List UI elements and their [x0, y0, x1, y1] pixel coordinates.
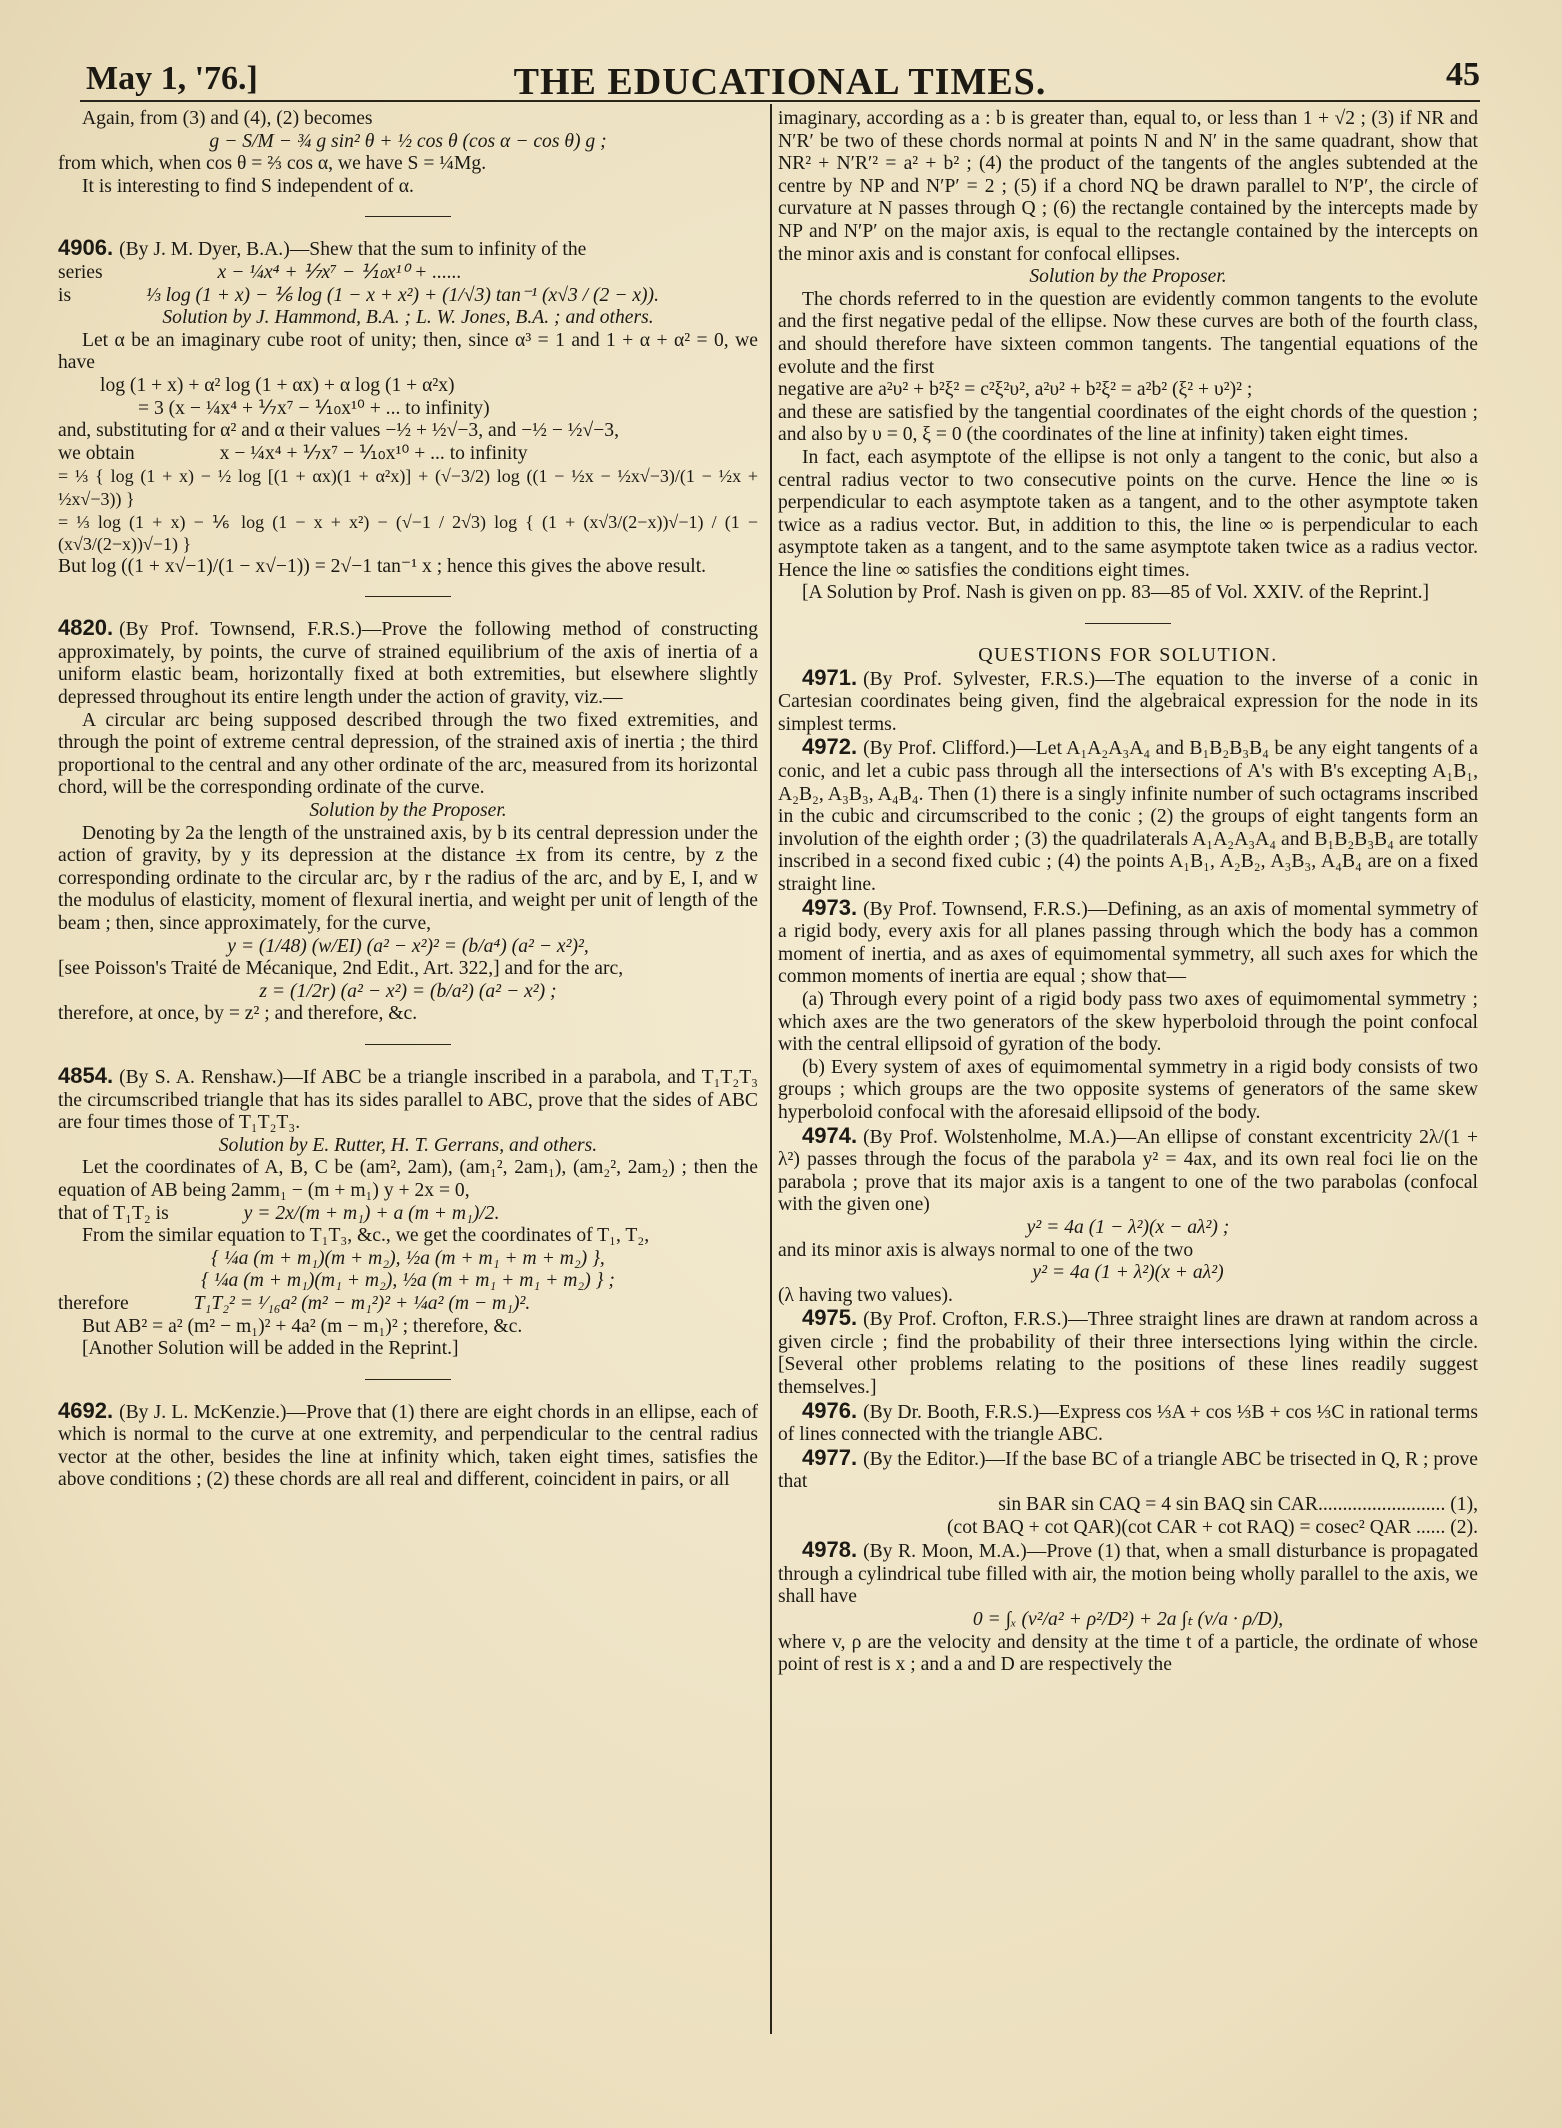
solution-text: [see Poisson's Traité de Mécanique, 2nd Edit., Art. 322,] and for the arc, [58, 958, 624, 980]
question-number: 4978. [802, 1537, 858, 1563]
issue-date: May 1, '76.] [86, 60, 258, 97]
question-text: (By Dr. Booth, F.R.S.)—Express cos ⅓A + cos ⅓B + cos ⅓C in rational terms of lines connected with the triangle ABC. [778, 1401, 1478, 1446]
equation: z = (1/2r) (a² − x²) = (b/a²) (a² − x²) ; [259, 980, 557, 1002]
question-4692-continued: imaginary, according as a : b is greater than, equal to, or less than 1 + √2 ; (3) if NR and N′R′ be two of these chords normal at points N and N′ in the same quadrant, show that NR² + N′R′² = a² + b² ; (4) the product of the tangents of the angles subtended at the centre by NP and N′P′ = 2 ; (5) if a chord NQ be drawn parallel to N′P′, the circle of curvature at N passes through Q ; (6) the rectangle contained by the intercepts made by NP and N′P′ on the major axis, is equal to the rectangle contained by the intercepts on the minor axis and is constant for confocal ellipses. [778, 108, 1478, 265]
question-text: (By Prof. Townsend, F.R.S.)—Defining, as an axis of momental symmetry of a rigid body, every axis for all planes passing through which the body has a common moment of inertia, and as axes of equimomental symmetry, all such axes for which the common moments of inertia are equal ; show that— [778, 898, 1478, 988]
header-rule [80, 100, 1480, 102]
question-text: (By Prof. Sylvester, F.R.S.)—The equation to the inverse of a conic in Cartesian coordinates being given, find the algebraical expression for the node in its simplest terms. [778, 668, 1478, 735]
separator-rule [365, 1379, 451, 1380]
question-4854 [58, 1062, 758, 1361]
reprint-note: [Another Solution will be added in the Reprint.] [82, 1338, 459, 1360]
question-number: 4854. [58, 1062, 114, 1088]
equation: sin BAR sin CAQ = 4 sin BAQ sin CAR.......................... (1), [998, 1494, 1478, 1516]
solution-text: therefore, at once, by = z² ; and therefore, &c. [58, 1003, 418, 1025]
question-text: (By Prof. Crofton, F.R.S.)—Three straight lines are drawn at random across a given circle ; find the probability of their three intersections lying within the circle. [Several other problems relating to the positions of these lines readily suggest themselves.] [778, 1309, 1478, 1399]
question-number: 4692. [58, 1397, 114, 1423]
question-text: (λ having two values). [778, 1284, 953, 1306]
separator-rule [365, 216, 451, 217]
equation: y = (1/48) (w/EI) (a² − x²)² = (b/a⁴) (a² − x²)², [227, 935, 589, 957]
question-number: 4906. [58, 235, 114, 261]
equation: 0 = ∫ₓ (v²/a² + ρ²/D²) + 2a ∫ₜ (v/a · ρ/D), [972, 1609, 1284, 1630]
separator-rule [365, 596, 451, 597]
equation: negative are a²υ² + b²ξ² = c²ξ²υ², a²υ² + b²ξ² = a²b² (ξ² + υ²)² ; [778, 379, 1253, 401]
page-number: 45 [1446, 56, 1480, 93]
equation: = 3 (x − ¼x⁴ + ⅐x⁷ − ⅒x¹⁰ + ... to infinity) [138, 397, 490, 419]
separator-rule [1085, 623, 1171, 624]
question-part-b: (b) Every system of axes of equimomental symmetry in a rigid body consists of two groups ; which groups are the two opposite systems of generators of the same skew hyperboloid confocal with the aforesaid ellipsoid of the body. [778, 1056, 1478, 1123]
intro-equation: g − S/M − ¾ g sin² θ + ½ cos θ (cos α − cos θ) g ; [209, 130, 607, 152]
we-obtain-label: we obtain [58, 442, 135, 464]
right-column [778, 108, 1478, 1677]
therefore-label: therefore [58, 1292, 129, 1314]
solution-text: In fact, each asymptote of the ellipse is not only a tangent to the conic, but also a central radius vector to two consecutive points on the curve. Hence the line ∞ is perpendicular to each asymptote taken as a tangent, and to the other asymptote taken twice as a radius vector. But, in addition to this, the line ∞ is perpendicular to each asymptote taken as a tangent, and to the same asymptote taken twice as a radius vector. Hence the line ∞ satisfies the conditions eight times. [778, 446, 1478, 581]
solution-text: and, substituting for α² and α their values −½ + ½√−3, and −½ − ½√−3, [58, 420, 619, 442]
question-4906 [58, 237, 758, 578]
question-text: (By S. A. Renshaw.)—If ABC be a triangle inscribed in a parabola, and T₁T₂T₃ the circumscribed triangle that has its sides parallel to ABC, prove that the sides of ABC are four times those of T₁T₂T₃. [58, 1066, 758, 1134]
equation: y² = 4a (1 + λ²)(x + aλ²) [1032, 1262, 1224, 1284]
equation: y² = 4a (1 − λ²)(x − aλ²) ; [1026, 1216, 1230, 1238]
question-4820 [58, 617, 758, 1026]
question-text: (By J. L. McKenzie.)—Prove that (1) there are eight chords in an ellipse, each of which is normal to the curve at one extremity, and perpendicular to the central radius vector at the other, besides the line at infinity which, taken eight times, satisfies the above conditions ; (2) these chords are all real and different, coincident in pairs, or all [58, 1401, 758, 1491]
is-label: is [58, 284, 72, 306]
solution-text: But log ((1 + x√−1)/(1 − x√−1)) = 2√−1 tan⁻¹ x ; hence this gives the above result. [58, 555, 707, 577]
column-divider [770, 104, 772, 2034]
question-number: 4974. [802, 1122, 858, 1148]
section-heading: QUESTIONS FOR SOLUTION. [978, 644, 1278, 667]
solution-text: But AB² = a² (m² − m₁)² + 4a² (m − m₁)² ; therefore, &c. [82, 1315, 523, 1337]
question-text: (By J. M. Dyer, B.A.)—Shew that the sum to infinity of the [119, 239, 587, 261]
question-4692 [58, 1397, 758, 1492]
question-text: where v, ρ are the velocity and density at the time t of a particle, the ordinate of whose point of rest is x ; and a and D are respectively the [778, 1631, 1478, 1676]
intro-text-3: It is interesting to find S independent of α. [82, 175, 414, 197]
equation: { ¼a (m + m₁)(m + m₂), ½a (m + m₁ + m + m₂) }, [211, 1247, 605, 1269]
question-number: 4820. [58, 615, 114, 641]
question-text: (By R. Moon, M.A.)—Prove (1) that, when a small disturbance is propagated through a cylindrical tube filled with air, the motion being wholly parallel to the axis, we shall have [778, 1541, 1478, 1608]
question-number: 4971. [802, 664, 858, 690]
equation: log (1 + x) + α² log (1 + αx) + α log (1 + α²x) [100, 374, 455, 396]
equation: T₁T₂² = ¹⁄₁₆a² (m² − m₁²)² + ¼a² (m − m₁)². [193, 1292, 531, 1314]
solution-text: Let α be an imaginary cube root of unity; then, since α³ = 1 and 1 + α + α² = 0, we have [58, 329, 758, 374]
solution-credit: Solution by E. Rutter, H. T. Gerrans, and others. [218, 1134, 598, 1156]
question-text: A circular arc being supposed described through the two fixed extremities, and through the point of extreme central depression, of the strained axis of inertia ; the third proportional to the central and any other ordinate of the arc, measured from its horizontal chord, will be the corresponding ordinate of the curve. [58, 709, 758, 799]
intro-text: Again, from (3) and (4), (2) becomes [82, 108, 373, 129]
equation: { ¼a (m + m₁)(m₁ + m₂), ½a (m + m₁ + m₁ + m₂) } ; [201, 1270, 615, 1292]
result-equation: ⅓ log (1 + x) − ⅙ log (1 − x + x²) + (1/√3) tan⁻¹ (x√3 / (2 − x)). [145, 284, 659, 306]
question-text: (By the Editor.)—If the base BC of a triangle ABC be trisected in Q, R ; prove that [778, 1448, 1478, 1493]
question-number: 4973. [802, 894, 858, 920]
equation: = ⅓ log (1 + x) − ⅙ log (1 − x + x²) − (√−1 / 2√3) log { (1 + (x√3/(2−x))√−1) / (1 − (x√3/(2−x))√−1) } [58, 511, 758, 555]
equation: x − ¼x⁴ + ⅐x⁷ − ⅒x¹⁰ + ... to infinity [219, 442, 528, 464]
question-text: (By Prof. Wolstenholme, M.A.)—An ellipse of constant excentricity 2λ/(1 + λ²) passes through the focus of the parabola y² = 4ax, and its own real foci lie on the parabola ; prove that its major axis is a tangent to one of the two parabolas (confocal with the given one) [778, 1126, 1478, 1216]
series-label: series [58, 261, 103, 283]
running-header [80, 52, 1480, 103]
question-number: 4976. [802, 1397, 858, 1423]
solution-text: and these are satisfied by the tangential coordinates of the eight chords of the question ; and also by υ = 0, ξ = 0 (the coordinates of the line at infinity) taken eight times. [778, 401, 1478, 446]
solution-credit: Solution by J. Hammond, B.A. ; L. W. Jones, B.A. ; and others. [162, 307, 654, 329]
question-text: (By Prof. Townsend, F.R.S.)—Prove the following method of constructing approximately, by points, the curve of strained equilibrium of the axis of inertia of a uniform elastic beam, horizontally fixed at both extremities, but elsewhere slightly depressed throughout its entire length under the action of gravity, viz.— [58, 619, 758, 709]
series-equation: x − ¼x⁴ + ⅐x⁷ − ⅒x¹⁰ + ...... [217, 261, 462, 283]
solution-text: The chords referred to in the question are evidently common tangents to the evolute and the first negative pedal of the ellipse. Now these curves are both of the fourth class, and should therefore have sixteen common tangents. The tangential equations of the evolute and the first [778, 288, 1478, 378]
separator-rule [365, 1044, 451, 1045]
question-number: 4975. [802, 1305, 858, 1331]
equation: y = 2x/(m + m₁) + a (m + m₁)/2. [243, 1202, 500, 1224]
equation: (cot BAQ + cot QAR)(cot CAR + cot RAQ) = cosec² QAR ...... (2). [947, 1516, 1478, 1538]
question-number: 4972. [802, 734, 858, 760]
that-label: that of T₁T₂ is [58, 1202, 169, 1224]
reprint-note: [A Solution by Prof. Nash is given on pp. 83—85 of Vol. XXIV. of the Reprint.] [802, 582, 1429, 604]
left-column [58, 108, 758, 1492]
solution-credit: Solution by the Proposer. [309, 800, 507, 822]
solution-text: Denoting by 2a the length of the unstrained axis, by b its central depression under the action of gravity, by y its depression at the distance ±x from its centre, by z the corresponding ordinate to the circular arc, by r the radius of the arc, and by E, I, and w the modulus of elasticity, moment of flexural inertia, and weight per unit of length of the beam ; then, since approximately, for the curve, [58, 822, 758, 934]
equation: = ⅓ { log (1 + x) − ½ log [(1 + αx)(1 + α²x)] + (√−3/2) log ((1 − ½x − ½x√−3)/(1 − ½x + ½x√−3)) } [58, 466, 758, 509]
solution-text: Let the coordinates of A, B, C be (am², 2am), (am₁², 2am₁), (am₂², 2am₂) ; then the equation of AB being 2amm₁ − (m + m₁) y + 2x = 0, [58, 1157, 758, 1201]
question-number: 4977. [802, 1444, 858, 1470]
question-part-a: (a) Through every point of a rigid body pass two axes of equimomental symmetry ; which axes are the two generators of the skew hyperboloid through the point confocal with the central ellipsoid of gyration of the body. [778, 988, 1478, 1056]
solution-credit: Solution by the Proposer. [1029, 266, 1227, 288]
journal-title: THE EDUCATIONAL TIMES. [513, 61, 1047, 103]
question-text: (By Prof. Clifford.)—Let A₁A₂A₃A₄ and B₁B₂B₃B₄ be any eight tangents of a conic, and let a cubic pass through all the intersections of A's with B's excepting A₁B₁, A₂B₂, A₃B₃, A₄B₄. Then (1) there is a singly infinite number of such octagrams inscribed in the cubic and circumscribed to the conic ; (2) the groups of eight tangents form an involution of the eighth order ; (3) the quadrilaterals A₁A₂A₃A₄ and B₁B₂B₃B₄ are totally inscribed in a second fixed cubic ; (4) the points A₁B₁, A₂B₂, A₃B₃, A₄B₄ are on a fixed straight line. [778, 738, 1478, 895]
question-text: and its minor axis is always normal to one of the two [778, 1239, 1194, 1261]
intro-text-2: from which, when cos θ = ⅔ cos α, we have S = ¼Mg. [58, 153, 487, 175]
solution-text: From the similar equation to T₁T₃, &c., we get the coordinates of T₁, T₂, [82, 1225, 650, 1247]
